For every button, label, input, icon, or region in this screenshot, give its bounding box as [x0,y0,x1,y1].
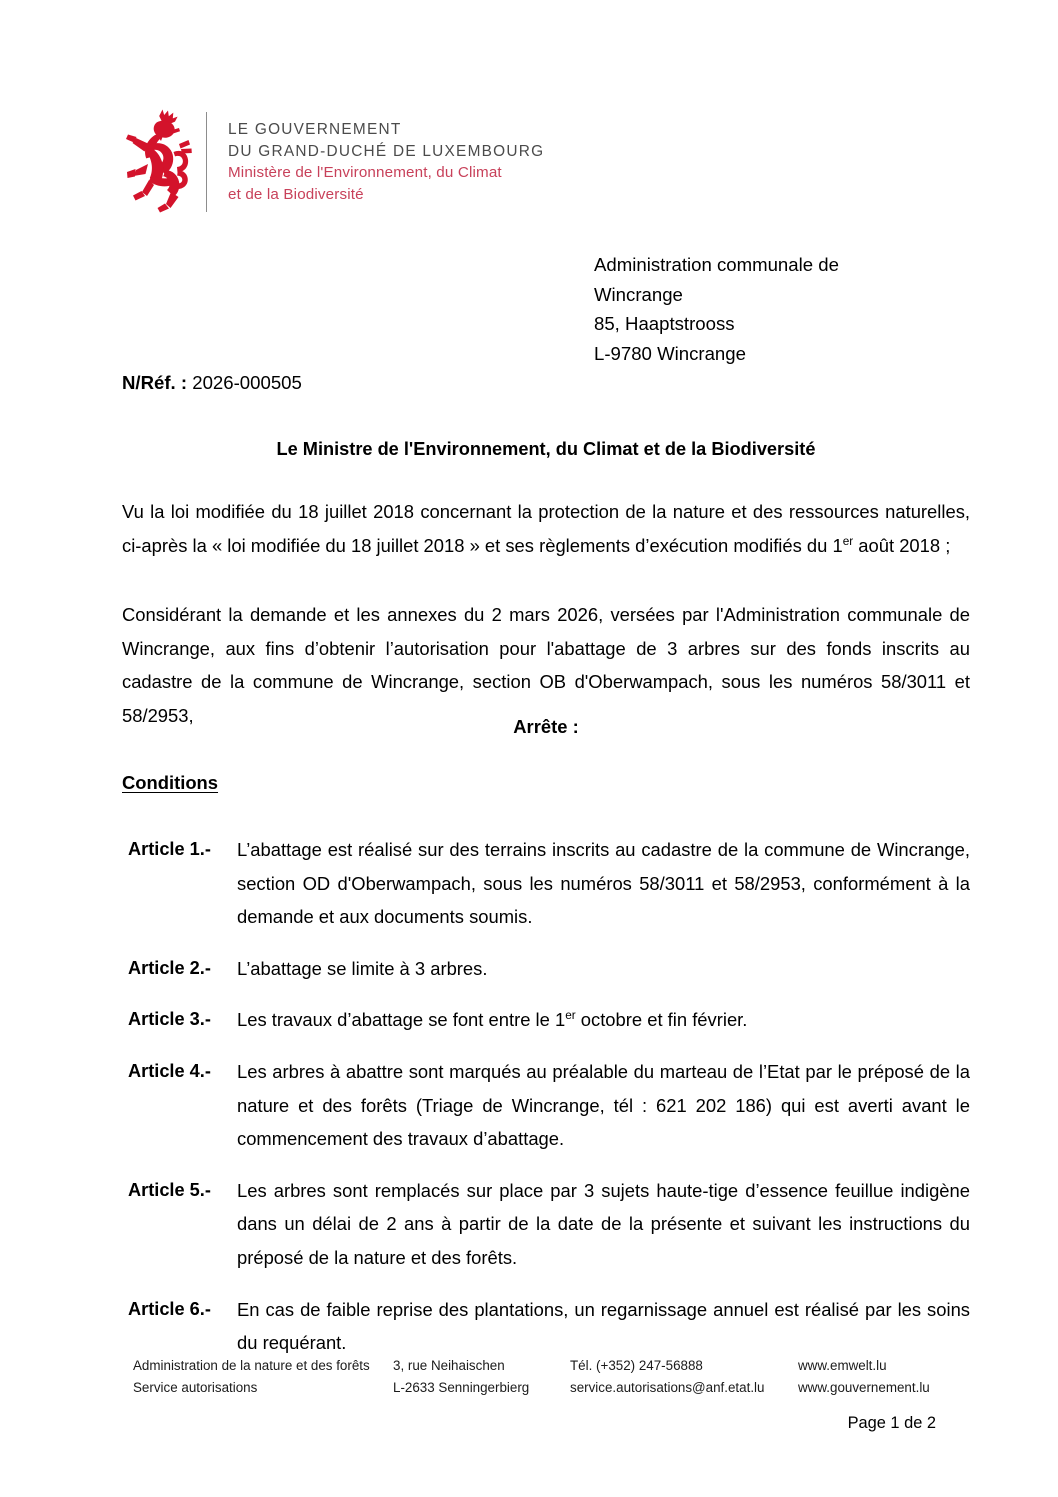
government-line-1: LE GOUVERNEMENT [228,121,402,138]
reference-label: N/Réf. : [122,372,188,393]
letterhead-divider [206,112,207,212]
arrete-heading: Arrête : [513,716,579,737]
paragraph-vu-part1: Vu la loi modifiée du 18 juillet 2018 concernant la protection de la nature et des ressources naturelles, ci-après la « loi modifiée du 18 juillet 2018 » et ses règlements d’exécution modifiés du 1 [122,501,970,556]
article-text: Les arbres à abattre sont marqués au préalable du marteau de l’Etat par le préposé de la nature et des forêts (Triage de Wincrange, tél : 621 202 186) qui est averti avant le commencement des travaux d’abattage. [237,1060,970,1150]
footer-row [133,1355,971,1398]
article-label: Article 1.- [128,839,211,859]
address-line-4: L-9780 Wincrange [594,342,746,364]
article-3-part1: Les travaux d’abattage se font entre le 1 [237,1009,566,1031]
footer-email[interactable]: service.autorisations@anf.etat.lu [570,1379,765,1395]
article-label: Article 2.- [128,957,211,978]
ministry-line-2: et de la Biodiversité [228,185,364,203]
page-footer [133,1355,971,1398]
document-title: Le Ministre de l'Environnement, du Climat et de la Biodiversité [276,439,816,459]
address-line-1: Administration communale de [594,254,839,275]
article-item [122,833,970,934]
luxembourg-red-lion-rampant-icon [122,104,194,216]
footer-web-column [798,1355,971,1398]
paragraph-vu-part2: août 2018 ; [853,534,951,556]
footer-phone: Tél. (+352) 247-56888 [570,1358,703,1373]
reference-line [122,370,302,396]
footer-address-column [393,1355,570,1398]
reference-value: 2026-000505 [192,372,302,393]
article-text: L’abattage est réalisé sur des terrains inscrits au cadastre de la commune de Wincrange, section OD d'Oberwampach, sous les numéros 58/3011 et 58/2953, conformément à la demande et aux documents soumis. [237,839,970,928]
page-number: Page 1 de 2 [847,1414,936,1432]
paragraph-vu-superscript: er [842,534,854,548]
footer-department-line-2: Service autorisations [133,1379,258,1395]
article-label: Article 5.- [128,1179,211,1200]
article-text: En cas de faible reprise des plantations, un regarnissage annuel est réalisé par les soins du requérant. [237,1298,970,1354]
footer-department-column [133,1355,393,1398]
ministry-line-1: Ministère de l'Environnement, du Climat [228,164,502,181]
article-text [237,1003,970,1037]
footer-contact-column [570,1355,798,1398]
article-label: Article 3.- [128,1009,211,1030]
article-item [122,1293,970,1360]
government-line-2: DU GRAND-DUCHÉ DE LUXEMBOURG [228,142,545,160]
article-text: L’abattage se limite à 3 arbres. [237,957,488,979]
footer-website-emwelt[interactable]: www.emwelt.lu [798,1358,887,1373]
paragraph-considerant: Considérant la demande et les annexes du 2 mars 2026, versées par l'Administration communale de Wincrange, aux fins d’obtenir l’autorisation pour l'abattage de 3 arbres sur des fonds inscrits au cadastre de la commune de Wincrange, section OB d'Oberwampach, sous les numéros 58/3011 et 58/2953, [122,604,970,726]
address-line-2: Wincrange [594,283,683,305]
footer-website-gouvernement[interactable]: www.gouvernement.lu [798,1379,930,1395]
articles-list [122,833,970,1378]
article-label: Article 6.- [128,1298,211,1319]
article-item [122,952,970,986]
article-3-part2: octobre et fin février. [575,1009,748,1031]
article-text: Les arbres sont remplacés sur place par 3 sujets haute-tige d’essence feuillue indigène dans un délai de 2 ans à partir de la date de la présente et suivant les instructions du préposé de la nature et des forêts. [237,1179,970,1268]
footer-department-line-1: Administration de la nature et des forêts [133,1358,370,1373]
recipient-address [594,250,839,368]
article-label: Article 4.- [128,1060,211,1081]
paragraph-vu-la-loi [122,495,970,562]
article-3-superscript: er [565,1009,576,1023]
footer-address-line-1: 3, rue Neihaischen [393,1358,505,1373]
article-item [122,1003,970,1037]
footer-address-line-2: L-2633 Senningerbierg [393,1379,530,1395]
article-item [122,1055,970,1156]
letterhead-text [228,119,544,205]
conditions-heading: Conditions [122,772,219,793]
letterhead [122,104,544,216]
article-item [122,1174,970,1275]
address-line-3: 85, Haaptstrooss [594,313,735,334]
